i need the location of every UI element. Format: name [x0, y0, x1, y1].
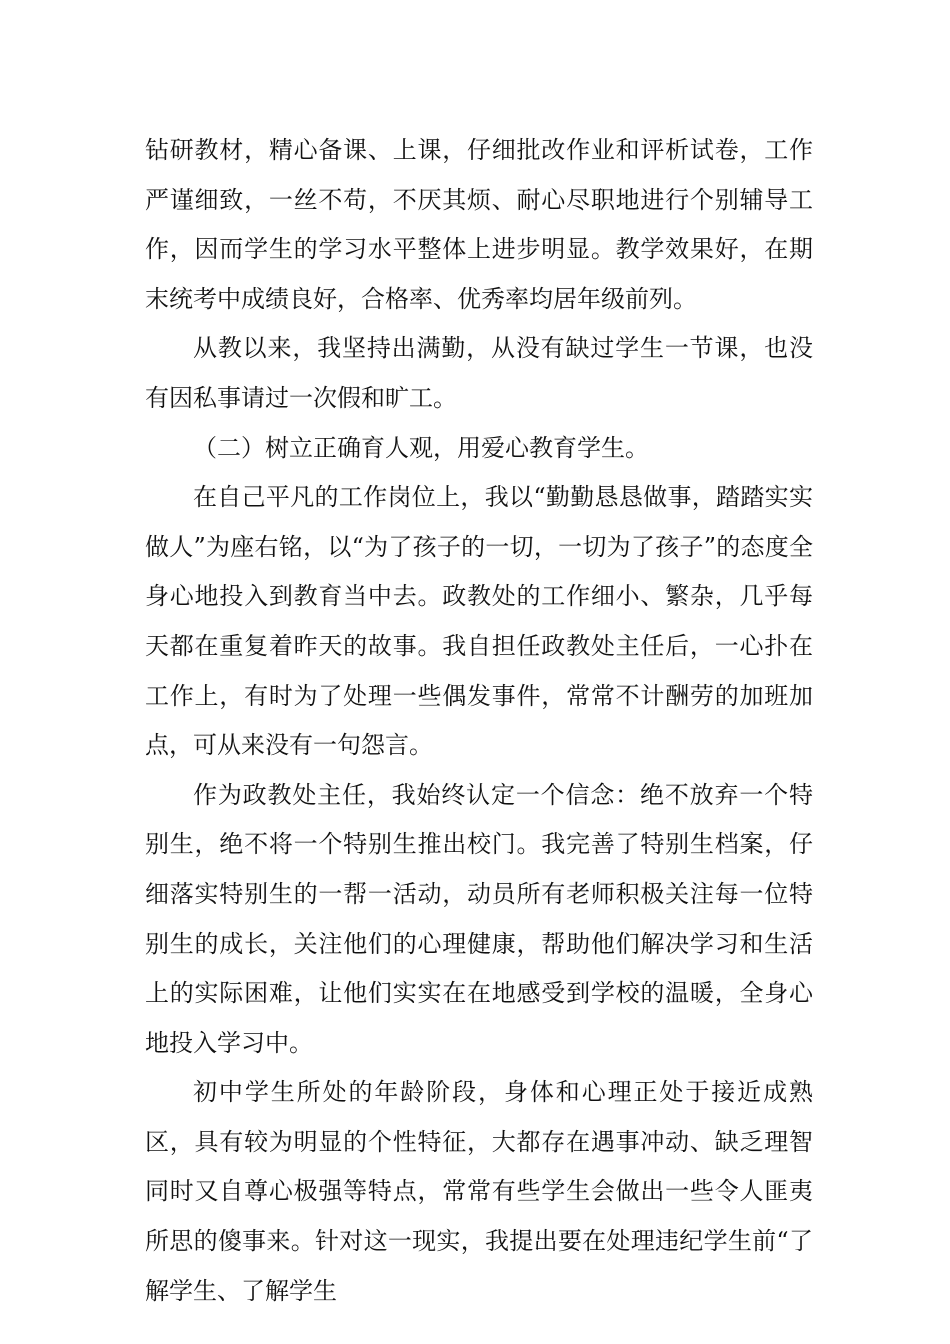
- paragraph-4: 作为政教处主任，我始终认定一个信念：绝不放弃一个特别生，绝不将一个特别生推出校门。我完善了特别生档案，仔细落实特别生的一帮一活动，动员所有老师积极关注每一位特别生的成长，关注他们的心理健康，帮助他们解决学习和生活上的实际困难，让他们实实在在地感受到学校的温暖，全身心地投入学习中。: [145, 780, 813, 1057]
- document-body: [145, 126, 813, 1316]
- section-heading: （二）树立正确育人观，用爱心教育学生。: [193, 433, 649, 462]
- paragraph-1: 钻研教材，精心备课、上课，仔细批改作业和评析试卷，工作严谨细致，一丝不苟，不厌其烦、耐心尽职地进行个别辅导工作，因而学生的学习水平整体上进步明显。教学效果好，在期末统考中成绩良好，合格率、优秀率均居年级前列。: [145, 136, 813, 313]
- paragraph-2: 从教以来，我坚持出满勤，从没有缺过学生一节课，也没有因私事请过一次假和旷工。: [145, 334, 813, 412]
- paragraph-5: 初中学生所处的年龄阶段，身体和心理正处于接近成熟区，具有较为明显的个性特征，大都存在遇事冲动、缺乏理智同时又自尊心极强等特点，常常有些学生会做出一些令人匪夷所思的傻事来。针对这一现实，我提出要在处理违纪学生前“了解学生、了解学生: [145, 1078, 813, 1305]
- paragraph-3: 在自己平凡的工作岗位上，我以“勤勤恳恳做事，踏踏实实做人”为座右铭，以“为了孩子的一切，一切为了孩子”的态度全身心地投入到教育当中去。政教处的工作细小、繁杂，几乎每天都在重复着昨天的故事。我自担任政教处主任后，一心扑在工作上，有时为了处理一些偶发事件，常常不计酬劳的加班加点，可从来没有一句怨言。: [145, 483, 813, 760]
